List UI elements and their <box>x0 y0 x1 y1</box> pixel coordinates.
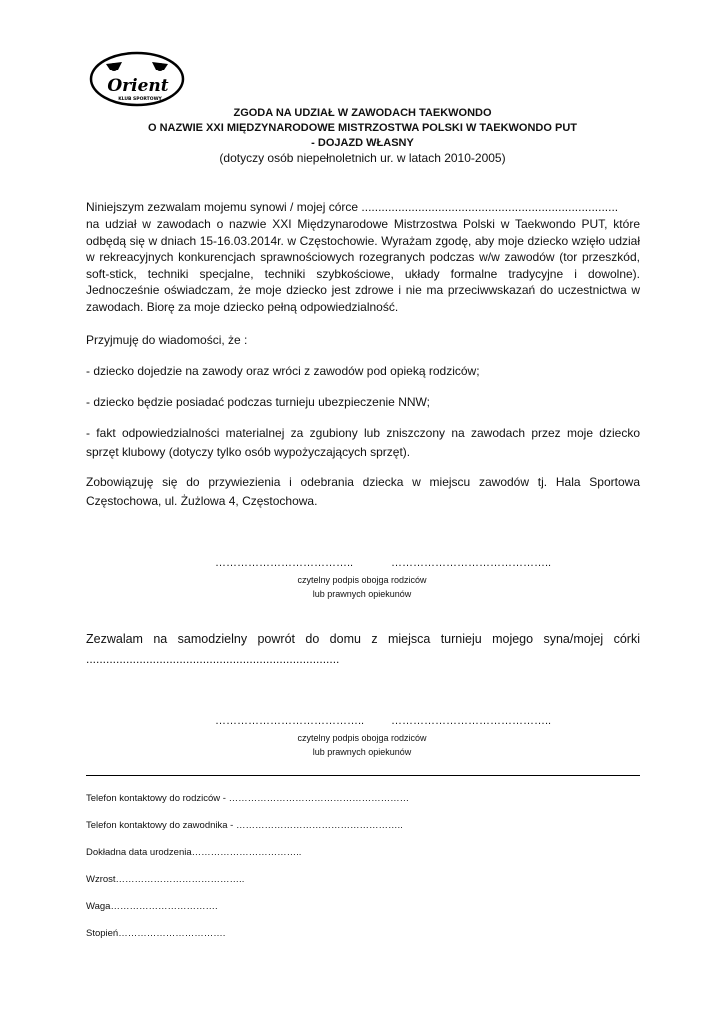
signature-line-left[interactable]: ……………………………….. <box>215 557 354 569</box>
section-divider <box>86 775 640 776</box>
logo-subtitle: KLUB SPORTOWY <box>118 97 162 102</box>
header-transport: - DOJAZD WŁASNY <box>311 137 414 149</box>
signature-caption-line-2: lub prawnych opiekunów <box>312 589 412 599</box>
field-athlete-phone[interactable]: Telefon kontaktowy do zawodnika - …………………………………………….. <box>86 820 403 831</box>
signature2-caption-line-1: czytelny podpis obojga rodziców <box>297 733 427 743</box>
return-consent-dots[interactable]: ............................................................................ <box>86 652 340 666</box>
ack-item-2: - dziecko będzie posiadać podczas turnieju ubezpieczenie NNW; <box>86 395 430 409</box>
obligation-paragraph: Zobowiązuję się do przywiezienia i odebrania dziecka w miejscu zawodów tj. Hala Sportowa Częstochowa, ul. Żużlowa 4, Częstochowa. <box>86 475 640 508</box>
header-event-name: O NAZWIE XXI MIĘDZYNARODOWE MISTRZOSTWA POLSKI W TAEKWONDO PUT <box>148 122 577 134</box>
return-consent: Zezwalam na samodzielny powrót do domu z miejsca turnieju mojego syna/mojej córki <box>86 632 640 646</box>
signature-caption <box>262 573 462 601</box>
acknowledge-heading: Przyjmuję do wiadomości, że : <box>86 333 248 347</box>
club-logo <box>88 50 186 108</box>
field-grade[interactable]: Stopień……………………………. <box>86 928 226 939</box>
field-height[interactable]: Wzrost………………………………….. <box>86 874 245 885</box>
consent-first-line: Niniejszym zezwalam mojemu synowi / mojej córce ............................................................................. <box>86 200 619 214</box>
signature2-line-left[interactable]: ………………………………….. <box>215 715 365 727</box>
ack-item-1: - dziecko dojedzie na zawody oraz wróci z zawodów pod opieką rodziców; <box>86 364 480 378</box>
signature2-line-right[interactable]: …………………………………….. <box>391 715 552 727</box>
field-parent-phone[interactable]: Telefon kontaktowy do rodziców - ………………………………………………… <box>86 793 410 804</box>
field-birth-date[interactable]: Dokładna data urodzenia…………………………….. <box>86 847 302 858</box>
logo-name: Orient <box>107 76 169 96</box>
header-note: (dotyczy osób niepełnoletnich ur. w latach 2010-2005) <box>219 151 506 165</box>
signature2-caption-line-2: lub prawnych opiekunów <box>312 747 412 757</box>
signature2-caption <box>262 731 462 759</box>
signature-caption-line-1: czytelny podpis obojga rodziców <box>297 575 427 585</box>
ack-item-3: - fakt odpowiedzialności materialnej za zgubiony lub zniszczony na zawodach przez moje dziecko sprzęt klubowy (dotyczy tylko osób wypożyczających sprzęt). <box>86 426 640 459</box>
header-title: ZGODA NA UDZIAŁ W ZAWODACH TAEKWONDO <box>233 107 492 119</box>
field-weight[interactable]: Waga……………………………. <box>86 901 218 912</box>
consent-paragraph: na udział w zawodach o nazwie XXI Międzynarodowe Mistrzostwa Polski w Taekwondo PUT, które odbędą się w dniach 15-16.03.2014r. w Częstochowie. Wyrażam zgodę, aby moje dziecko wzięło udział w rekreacyjnych konkurencjach sprawnościowych rozegranych podczas w/w zawodów (tor przeszkód, soft-stick, techniki specjalne, techniki szybkościowe, układy formalne tradycyjne i dowolne). Jednocześnie oświadczam, że moje dziecko jest zdrowe i nie ma przeciwwskazań do uczestnictwa w zawodach. Biorę za moje dziecko pełną odpowiedzialność. <box>86 217 640 314</box>
signature-line-right[interactable]: …………………………………….. <box>391 557 552 569</box>
